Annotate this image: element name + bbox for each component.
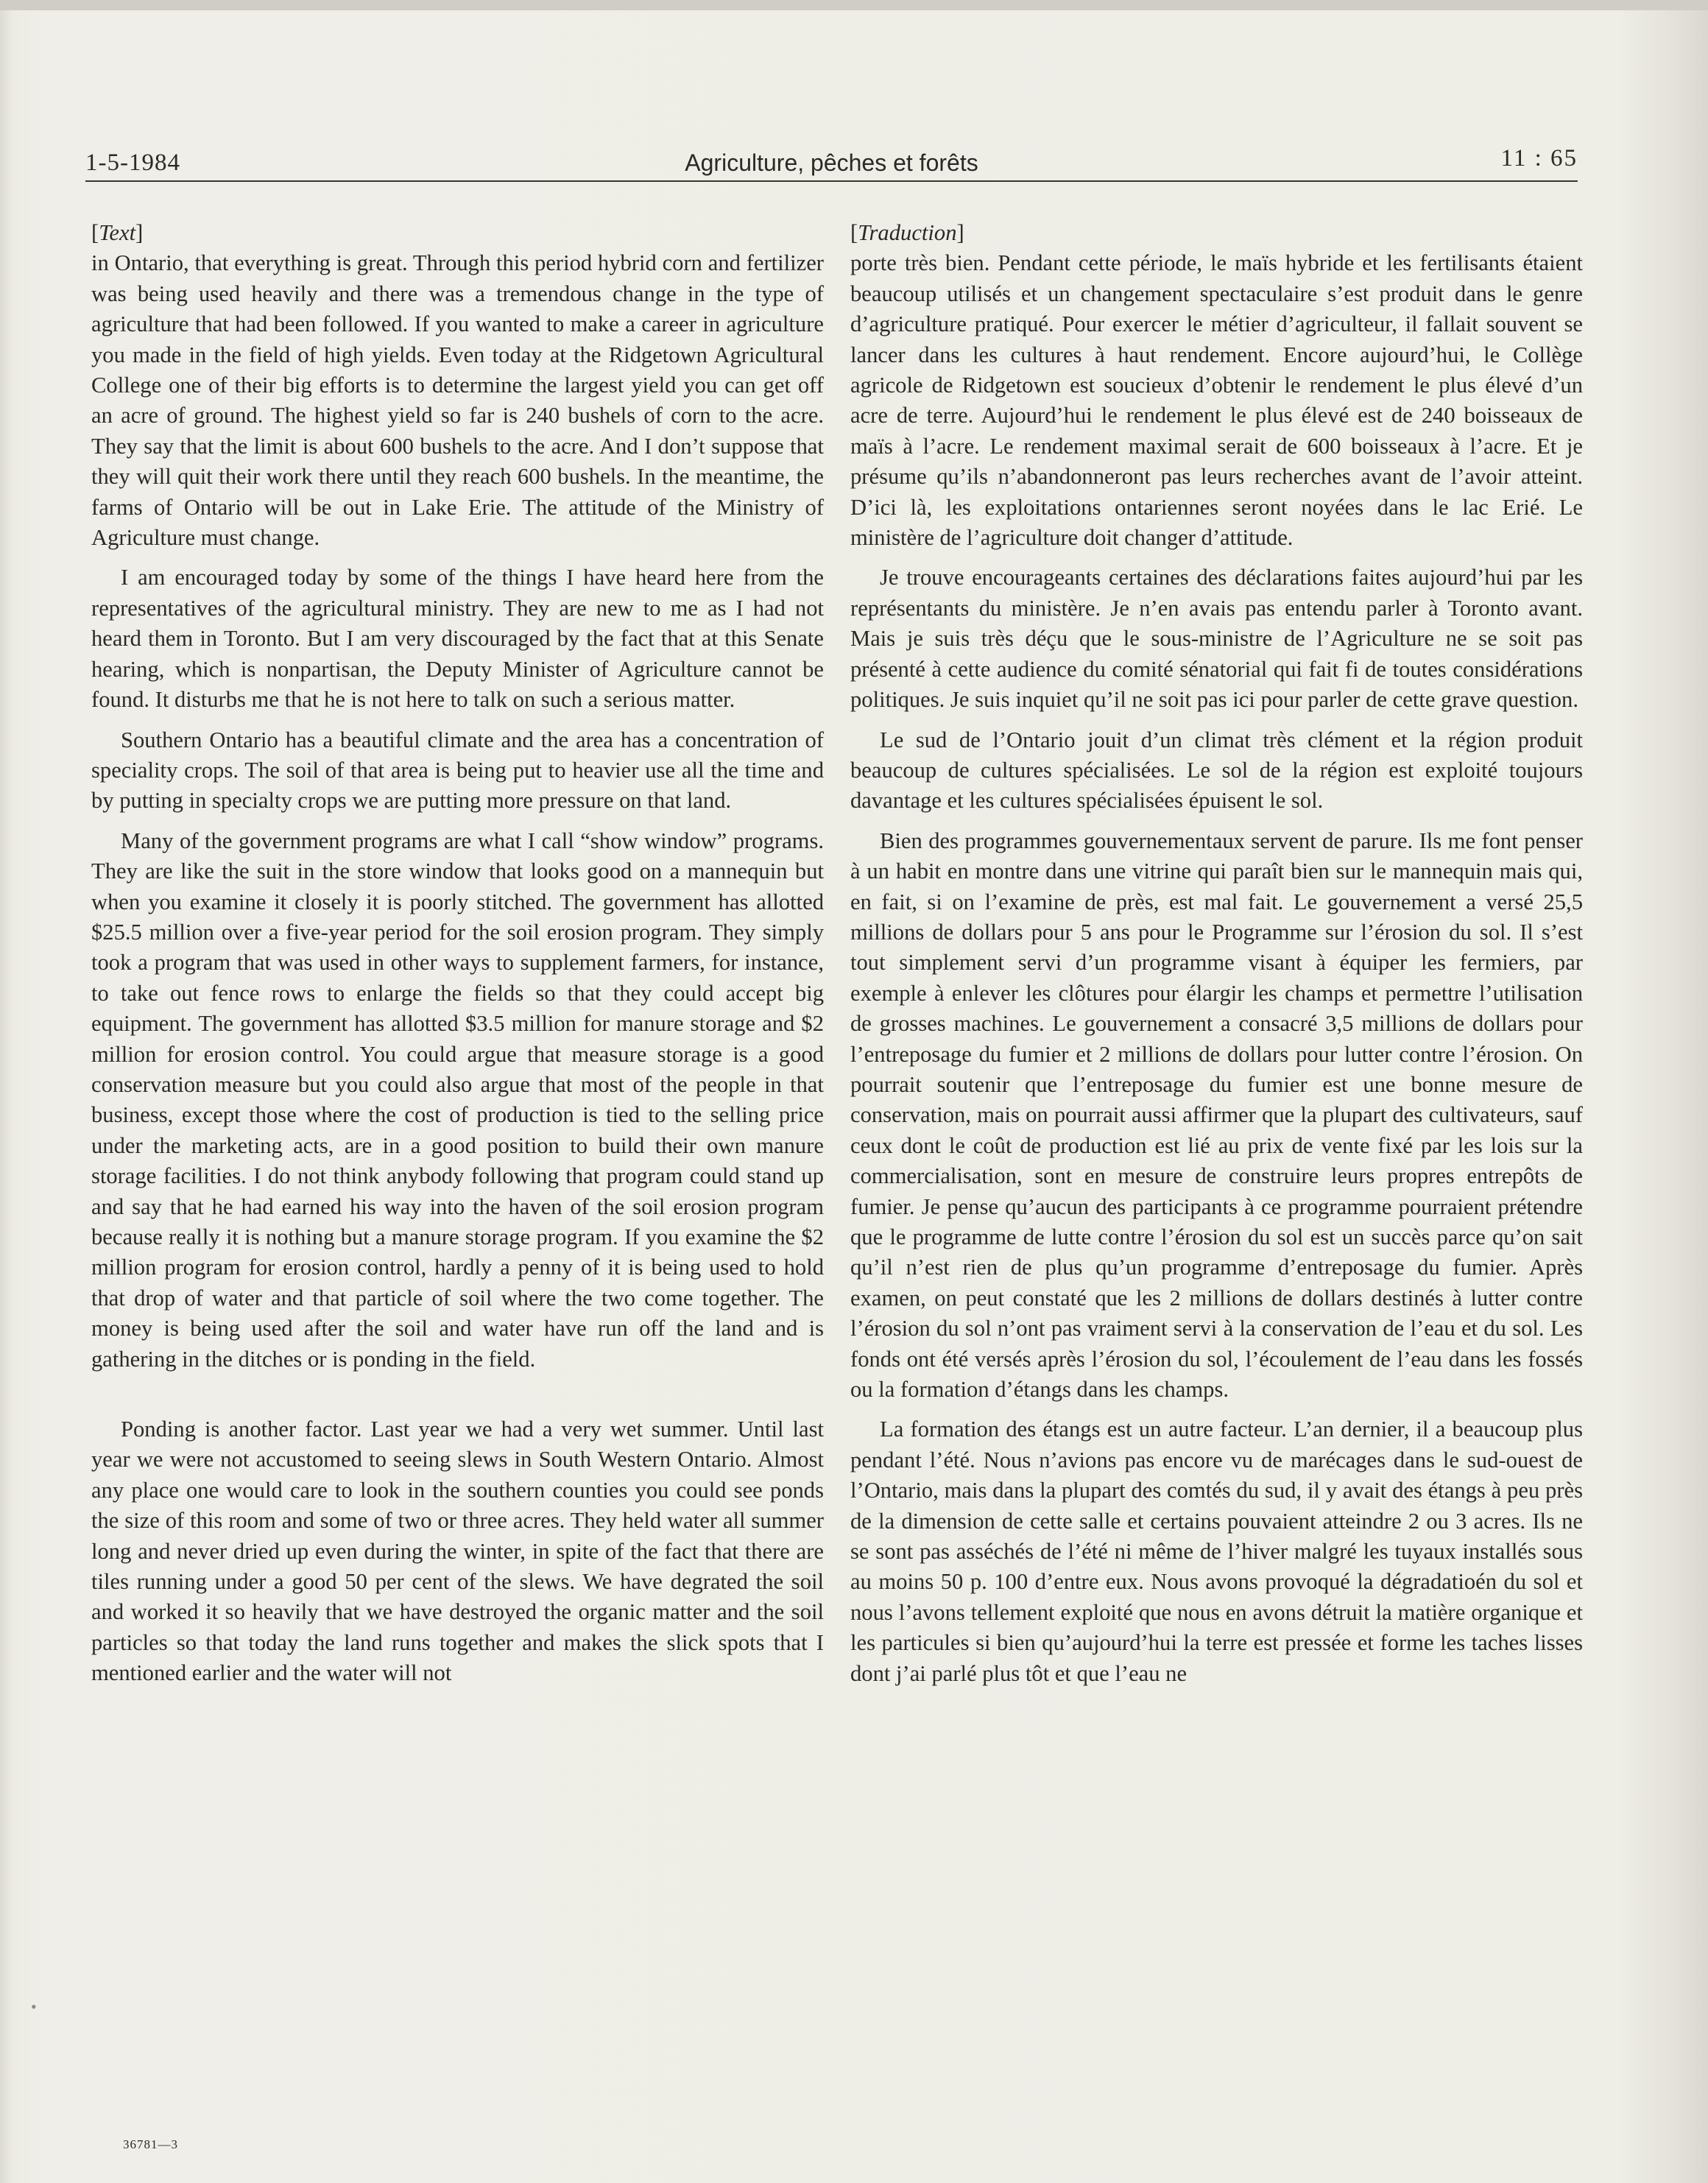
- paragraph: Bien des programmes gouvernementaux servent de parure. Ils me font penser à un habit en montre dans une vitrine qui paraît bien sur le mannequin mais qui, en fait, si on l’examine de près, est mal fait. Le gouvernement a versé 25,5 millions de dollars pour 5 ans pour le Programme sur l’érosion du sol. Il s’est tout simplement servi d’un programme visant à équiper les fermiers, par exemple à enlever les clôtures pour élargir les champs et permettre l’utilisation de grosses machines. Le gouvernement a consacré 3,5 millions de dollars pour l’entreposage du fumier et 2 millions de dollars pour lutter contre l’érosion. On pourrait soutenir que l’entreposage du fumier est une bonne mesure de conservation, mais on pourrait aussi affirmer que la plupart des cultivateurs, sauf ceux dont le coût de production est lié au prix de vente fixé par les lois sur la commercialisation, sont en mesure de construire leurs propres entrepôts de fumier. Je pense qu’aucun des participants à ce programme pourraient prétendre que le programme de lutte contre l’érosion du sol est un succès parce qu’on sait qu’il n’est rien de plus qu’un programme d’entreposage du fumier. Après examen, on peut constaté que les 2 millions de dollars destinés à lutter contre l’érosion du sol n’ont pas vraiment servi à la conservation de l’eau et du sol. Les fonds ont été versés après l’érosion du sol, l’écoulement de l’eau dans les fossés ou la formation d’étangs dans les champs.: [850, 828, 1583, 1403]
- column-label-text: [Text]: [91, 220, 144, 245]
- paragraph: porte très bien. Pendant cette période, le maïs hybride et les fertilisants étaient beaucoup utilisés et un changement spectaculaire s’est produit dans le genre d’agriculture pratiqué. Pour exercer le métier d’agriculteur, il fallait souvent se lancer dans les cultures à haut rendement. Encore aujourd’hui, le Collège agricole de Ridgetown est soucieux d’obtenir le rendement le plus élevé d’un acre de terre. Aujourd’hui le rendement le plus élevé est de 240 boisseaux de maïs à l’acre. Le rendement maximal serait de 600 boisseaux à l’acre. Et je présume qu’ils n’abandonneront pas leurs recherches avant de l’avoir atteint. D’ici là, les exploitations ontariennes seront noyées dans le lac Erié. Le ministère de l’agriculture doit changer d’attitude.: [850, 250, 1583, 551]
- paragraph: in Ontario, that everything is great. Through this period hybrid corn and fertilizer was being used heavily and there was a tremendous change in the type of agriculture that had been followed. If you wanted to make a career in agriculture you made in the field of high yields. Even today at the Ridgetown Agricultural College one of their big efforts is to determine the largest yield you can get off an acre of ground. The highest yield so far is 240 bushels of corn to the acre. They say that the limit is about 600 bushels to the acre. And I don’t suppose that they will quit their work there until they reach 600 bushels. In the meantime, the farms of Ontario will be out in Lake Erie. The attitude of the Ministry of Agriculture must change.: [91, 250, 824, 551]
- label-text: Text: [99, 220, 136, 245]
- scan-top-edge: [0, 0, 1708, 10]
- header-page-number: 11 : 65: [1500, 145, 1578, 172]
- page-header: [85, 140, 1578, 183]
- print-code: 36781—3: [123, 2137, 178, 2151]
- french-column: [850, 218, 1583, 1689]
- paragraph: Je trouve encourageants certaines des déclarations faites aujourd’hui par les représentants du ministère. Je n’en avais pas entendu parler à Toronto avant. Mais je suis très déçu que le sous-ministre de l’Agriculture ne se soit pas présenté à cette audience du comité sénatorial qui fait fi de toutes considérations politiques. Je suis inquiet qu’il ne soit pas ici pour parler de cette grave question.: [850, 565, 1583, 713]
- header-rule: [85, 180, 1578, 182]
- header-title: Agriculture, pêches et forêts: [685, 149, 978, 176]
- paragraph: La formation des étangs est un autre facteur. L’an dernier, il a beaucoup plus pendant l’été. Nous n’avions pas encore vu de marécages dans le sud-ouest de l’Ontario, mais dans la plupart des comtés du sud, il y avait des étangs à peu près de la dimension de cette salle et certains pouvaient atteindre 2 ou 3 acres. Ils ne se sont pas asséchés de l’été ni même de l’hiver malgré les tuyaux installés sous au moins 50 p. 100 d’entre eux. Nous avons provoqué la dégradatioén du sol et nous l’avons tellement exploité que nous en avons détruit la matière organique et les particules si bien qu’aujourd’hui la terre est pressée et forme les taches lisses dont j’ai parlé plus tôt et que l’eau ne: [850, 1417, 1583, 1686]
- paragraph: I am encouraged today by some of the things I have heard here from the representatives of the agricultural ministry. They are new to me as I had not heard them in Toronto. But I am very discouraged by the fact that at this Senate hearing, which is nonpartisan, the Deputy Minister of Agriculture cannot be found. It disturbs me that he is not here to talk on such a serious matter.: [91, 565, 824, 713]
- paragraph: Le sud de l’Ontario jouit d’un climat très clément et la région produit beaucoup de cultures spécialisées. Le sol de la région est exploité toujours davantage et les cultures spécialisées épuisent le sol.: [850, 727, 1583, 814]
- paragraph: Ponding is another factor. Last year we had a very wet summer. Until last year we were not accustomed to seeing slews in South Western Ontario. Almost any place one would care to look in the southern counties you could see ponds the size of this room and some of two or three acres. They held water all summer long and never dried up even during the winter, in spite of the fact that there are tiles running under a good 50 per cent of the slews. We have degrated the soil and worked it so heavily that we have destroyed the organic matter and the soil particles so that today the land runs together and makes the slick spots that I mentioned earlier and the water will not: [91, 1417, 824, 1686]
- paragraph: Southern Ontario has a beautiful climate and the area has a concentration of speciality crops. The soil of that area is being put to heavier use all the time and by putting in specialty crops we are putting more pressure on that land.: [91, 727, 824, 814]
- margin-mark: •: [31, 1997, 37, 2016]
- column-label-traduction: [Traduction]: [850, 220, 964, 245]
- paragraph: Many of the government programs are what I call “show window” programs. They are like the suit in the store window that looks good on a mannequin but when you examine it closely it is poorly stitched. The government has allotted $25.5 million over a five-year period for the soil erosion program. They simply took a program that was used in other ways to supplement farmers, for instance, to take out fence rows to enlarge the fields so that they could accept big equipment. The government has allotted $3.5 million for manure storage and $2 million for erosion control. You could argue that measure storage is a good conservation measure but you could also argue that most of the people in that business, except those where the cost of production is tied to the selling price under the marketing acts, are in a good position to build their own manure storage facilities. I do not think anybody following that program could stand up and say that he had earned his way into the haven of the soil erosion program because really it is nothing but a manure storage program. If you examine the $2 million program for erosion control, hardly a penny of it is being used to hold that drop of water and that particle of soil where the two come together. The money is being used after the soil and water have run off the land and is gathering in the ditches or is ponding in the field.: [91, 828, 824, 1372]
- english-column: [91, 218, 824, 1689]
- label-traduction: Traduction: [858, 220, 957, 245]
- header-date: 1-5-1984: [85, 149, 180, 176]
